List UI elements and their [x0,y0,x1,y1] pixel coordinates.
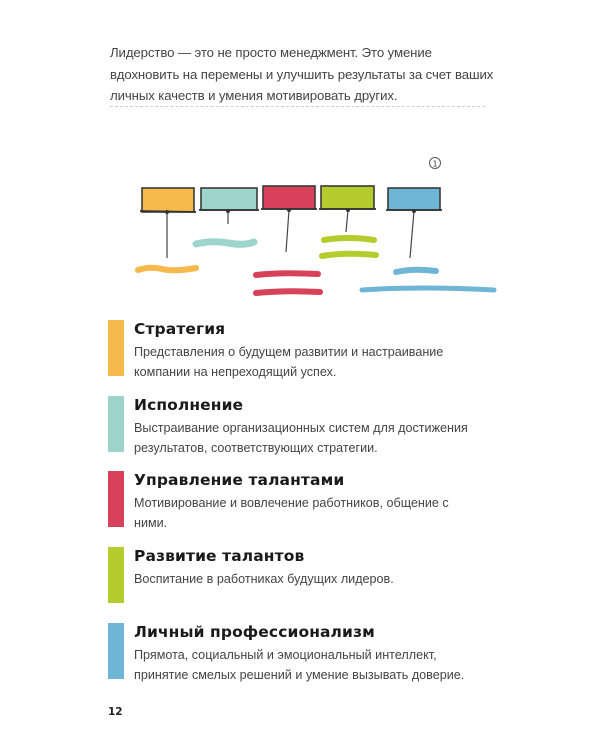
page-number: 12 [108,706,123,718]
item-text: Прямота, социальный и эмоциональный интеллект, принятие смелых решений и умение вызывать доверие. [134,648,465,682]
sketch-orange [138,188,196,270]
item-text: Представления о будущем развитии и настраивание компании на непреходящий успех. [134,345,444,379]
item-title: Управление талантами [134,471,345,489]
item-title: Исполнение [134,396,244,414]
item-title: Личный профессионализм [134,623,375,641]
intro-paragraph: Лидерство — это не просто менеджмент. Это умение вдохновить на перемены и улучшить результаты за счет ваших личных качеств и умения мотивировать других. [110,45,494,103]
item-title: Стратегия [134,320,226,338]
svg-text:1: 1 [432,159,438,169]
figure-marker [430,158,441,169]
sketch-lime [319,186,376,256]
color-bar [108,320,124,376]
sketch-crimson [256,186,320,293]
color-bar [108,396,124,452]
sketch-blue [362,188,494,290]
item-text: Выстраивание организационных систем для достижения результатов, соответствующих стратегии. [134,421,468,455]
color-bar [108,547,124,603]
sketch-teal [196,188,259,244]
color-bar [108,623,124,679]
item-text: Воспитание в работниках будущих лидеров. [134,572,394,586]
item-title: Развитие талантов [134,547,305,565]
item-text: Мотивирование и вовлечение работников, общение с ними. [134,496,449,530]
color-bar [108,471,124,527]
leadership-sketch-illustration [0,0,600,320]
